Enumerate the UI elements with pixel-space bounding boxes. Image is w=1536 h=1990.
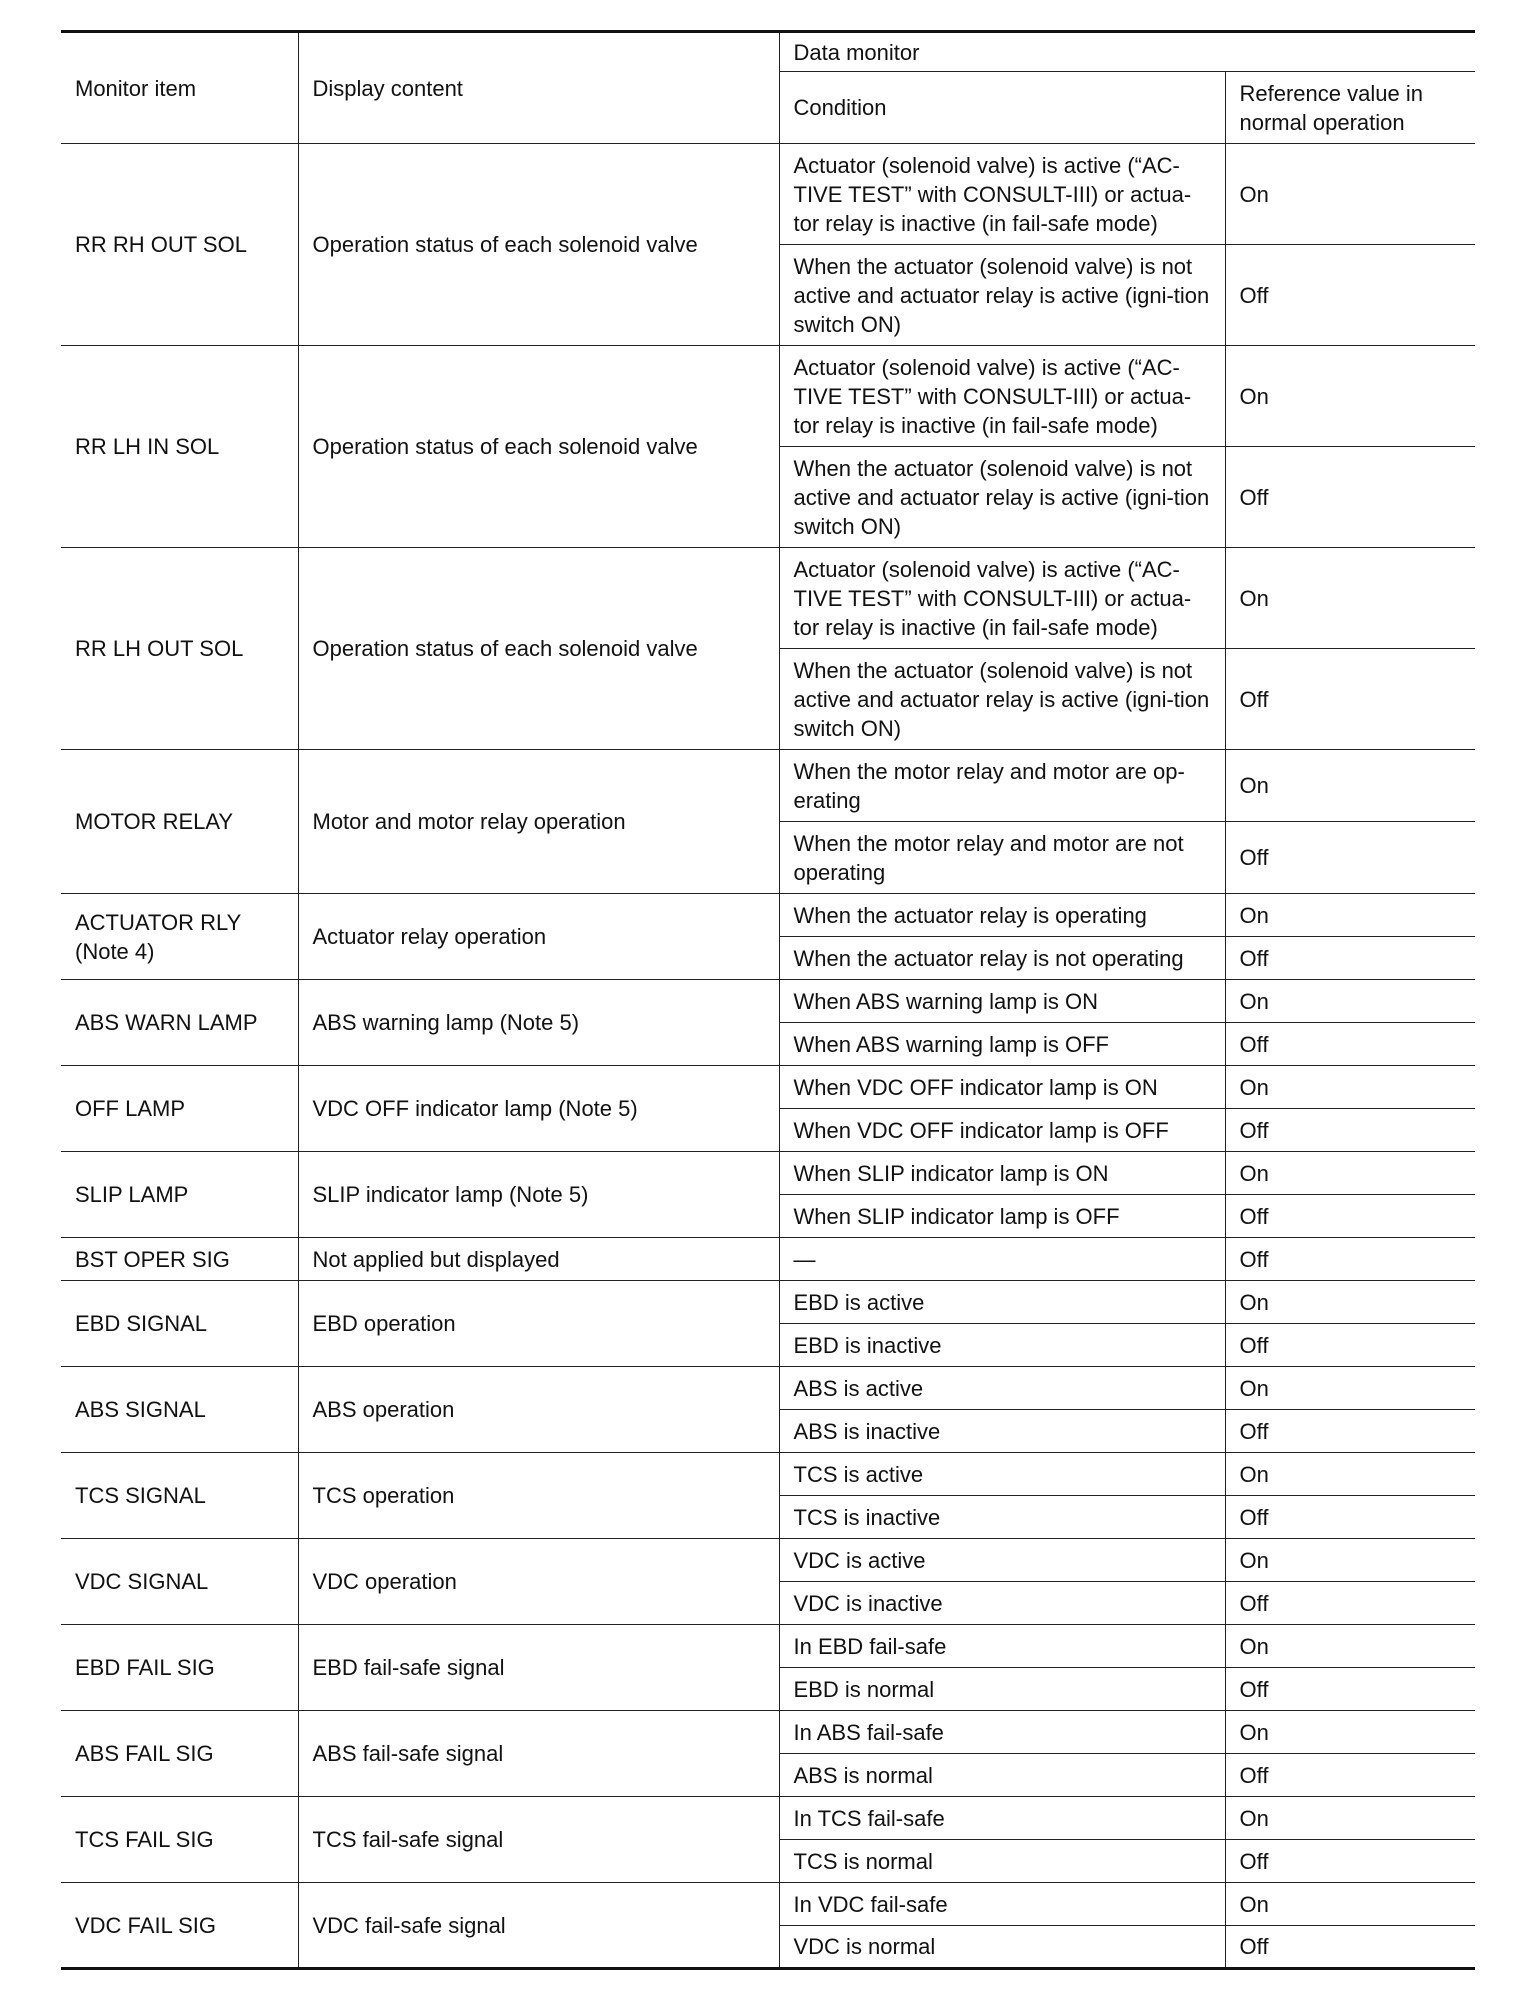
reference-value-cell: On	[1225, 894, 1475, 937]
monitor-item-cell: VDC FAIL SIG	[61, 1883, 298, 1969]
condition-cell: When the actuator relay is operating	[779, 894, 1225, 937]
monitor-item-cell: ACTUATOR RLY (Note 4)	[61, 894, 298, 980]
condition-cell: When the actuator (solenoid valve) is not active and actuator relay is active (igni-tion switch ON)	[779, 447, 1225, 548]
reference-value-cell: On	[1225, 1797, 1475, 1840]
condition-cell: In VDC fail-safe	[779, 1883, 1225, 1926]
condition-cell: EBD is inactive	[779, 1324, 1225, 1367]
header-reference-value: Reference value in normal operation	[1225, 72, 1475, 144]
table-header	[61, 32, 1475, 144]
display-content-cell: Not applied but displayed	[298, 1238, 779, 1281]
reference-value-cell: Off	[1225, 1109, 1475, 1152]
table-row	[61, 1453, 1475, 1496]
monitor-item-cell: EBD FAIL SIG	[61, 1625, 298, 1711]
table-row	[61, 1066, 1475, 1109]
header-display-content: Display content	[298, 32, 779, 144]
condition-cell: Actuator (solenoid valve) is active (“AC-TIVE TEST” with CONSULT-III) or actua-tor relay is inactive (in fail-safe mode)	[779, 144, 1225, 245]
reference-value-cell: On	[1225, 1883, 1475, 1926]
display-content-cell: ABS operation	[298, 1367, 779, 1453]
display-content-cell: Operation status of each solenoid valve	[298, 346, 779, 548]
monitor-item-cell: MOTOR RELAY	[61, 750, 298, 894]
reference-value-cell: Off	[1225, 649, 1475, 750]
monitor-item-cell: RR LH IN SOL	[61, 346, 298, 548]
monitor-item-cell: BST OPER SIG	[61, 1238, 298, 1281]
table-row	[61, 1625, 1475, 1668]
monitor-item-cell: ABS SIGNAL	[61, 1367, 298, 1453]
header-data-monitor: Data monitor	[779, 32, 1475, 72]
reference-value-cell: On	[1225, 548, 1475, 649]
display-content-cell: TCS operation	[298, 1453, 779, 1539]
condition-cell: ABS is active	[779, 1367, 1225, 1410]
display-content-cell: ABS warning lamp (Note 5)	[298, 980, 779, 1066]
table-row	[61, 980, 1475, 1023]
condition-cell: When the actuator (solenoid valve) is not active and actuator relay is active (igni-tion switch ON)	[779, 245, 1225, 346]
display-content-cell: VDC OFF indicator lamp (Note 5)	[298, 1066, 779, 1152]
monitor-item-cell: VDC SIGNAL	[61, 1539, 298, 1625]
table-row	[61, 1539, 1475, 1582]
display-content-cell: Operation status of each solenoid valve	[298, 548, 779, 750]
condition-cell: When the actuator relay is not operating	[779, 937, 1225, 980]
table-body	[61, 144, 1475, 1969]
reference-value-cell: On	[1225, 1453, 1475, 1496]
condition-cell: When the motor relay and motor are not operating	[779, 822, 1225, 894]
monitor-item-cell: ABS WARN LAMP	[61, 980, 298, 1066]
monitor-item-cell: RR LH OUT SOL	[61, 548, 298, 750]
reference-value-cell: Off	[1225, 1238, 1475, 1281]
monitor-item-cell: TCS SIGNAL	[61, 1453, 298, 1539]
condition-cell: When SLIP indicator lamp is ON	[779, 1152, 1225, 1195]
reference-value-cell: Off	[1225, 447, 1475, 548]
condition-cell: In TCS fail-safe	[779, 1797, 1225, 1840]
display-content-cell: Operation status of each solenoid valve	[298, 144, 779, 346]
reference-value-cell: Off	[1225, 1668, 1475, 1711]
condition-cell: TCS is normal	[779, 1840, 1225, 1883]
display-content-cell: EBD operation	[298, 1281, 779, 1367]
condition-cell: VDC is active	[779, 1539, 1225, 1582]
table-row	[61, 346, 1475, 447]
reference-value-cell: On	[1225, 1711, 1475, 1754]
data-monitor-table	[61, 30, 1475, 1970]
reference-value-cell: Off	[1225, 1926, 1475, 1969]
monitor-item-cell: RR RH OUT SOL	[61, 144, 298, 346]
table-row	[61, 1883, 1475, 1926]
condition-cell: When ABS warning lamp is OFF	[779, 1023, 1225, 1066]
table-row	[61, 548, 1475, 649]
reference-value-cell: Off	[1225, 1410, 1475, 1453]
condition-cell: ABS is inactive	[779, 1410, 1225, 1453]
condition-cell: ABS is normal	[779, 1754, 1225, 1797]
condition-cell: When the actuator (solenoid valve) is not active and actuator relay is active (igni-tion switch ON)	[779, 649, 1225, 750]
condition-cell: TCS is active	[779, 1453, 1225, 1496]
display-content-cell: TCS fail-safe signal	[298, 1797, 779, 1883]
display-content-cell: VDC fail-safe signal	[298, 1883, 779, 1969]
condition-cell: When VDC OFF indicator lamp is ON	[779, 1066, 1225, 1109]
condition-cell: When VDC OFF indicator lamp is OFF	[779, 1109, 1225, 1152]
condition-cell: —	[779, 1238, 1225, 1281]
table-row	[61, 144, 1475, 245]
display-content-cell: EBD fail-safe signal	[298, 1625, 779, 1711]
table-row	[61, 1152, 1475, 1195]
reference-value-cell: On	[1225, 144, 1475, 245]
reference-value-cell: Off	[1225, 1023, 1475, 1066]
reference-value-cell: Off	[1225, 1324, 1475, 1367]
table-row	[61, 1711, 1475, 1754]
condition-cell: When SLIP indicator lamp is OFF	[779, 1195, 1225, 1238]
reference-value-cell: Off	[1225, 822, 1475, 894]
reference-value-cell: On	[1225, 980, 1475, 1023]
table-row	[61, 1238, 1475, 1281]
header-monitor-item: Monitor item	[61, 32, 298, 144]
reference-value-cell: On	[1225, 346, 1475, 447]
reference-value-cell: On	[1225, 1367, 1475, 1410]
display-content-cell: Actuator relay operation	[298, 894, 779, 980]
condition-cell: EBD is active	[779, 1281, 1225, 1324]
reference-value-cell: On	[1225, 1066, 1475, 1109]
condition-cell: When ABS warning lamp is ON	[779, 980, 1225, 1023]
display-content-cell: Motor and motor relay operation	[298, 750, 779, 894]
monitor-item-cell: SLIP LAMP	[61, 1152, 298, 1238]
reference-value-cell: Off	[1225, 1582, 1475, 1625]
monitor-item-cell: TCS FAIL SIG	[61, 1797, 298, 1883]
condition-cell: VDC is inactive	[779, 1582, 1225, 1625]
reference-value-cell: On	[1225, 1281, 1475, 1324]
table-row	[61, 1281, 1475, 1324]
condition-cell: TCS is inactive	[779, 1496, 1225, 1539]
table-row	[61, 894, 1475, 937]
monitor-item-cell: ABS FAIL SIG	[61, 1711, 298, 1797]
reference-value-cell: On	[1225, 1539, 1475, 1582]
reference-value-cell: On	[1225, 750, 1475, 822]
display-content-cell: ABS fail-safe signal	[298, 1711, 779, 1797]
reference-value-cell: Off	[1225, 1840, 1475, 1883]
condition-cell: In EBD fail-safe	[779, 1625, 1225, 1668]
reference-value-cell: Off	[1225, 1496, 1475, 1539]
condition-cell: VDC is normal	[779, 1926, 1225, 1969]
reference-value-cell: On	[1225, 1625, 1475, 1668]
condition-cell: In ABS fail-safe	[779, 1711, 1225, 1754]
display-content-cell: VDC operation	[298, 1539, 779, 1625]
reference-value-cell: Off	[1225, 245, 1475, 346]
condition-cell: When the motor relay and motor are op-erating	[779, 750, 1225, 822]
table-row	[61, 1367, 1475, 1410]
condition-cell: Actuator (solenoid valve) is active (“AC-TIVE TEST” with CONSULT-III) or actua-tor relay is inactive (in fail-safe mode)	[779, 548, 1225, 649]
reference-value-cell: Off	[1225, 1195, 1475, 1238]
table-row	[61, 1797, 1475, 1840]
condition-cell: Actuator (solenoid valve) is active (“AC-TIVE TEST” with CONSULT-III) or actua-tor relay is inactive (in fail-safe mode)	[779, 346, 1225, 447]
header-condition: Condition	[779, 72, 1225, 144]
table-row	[61, 750, 1475, 822]
display-content-cell: SLIP indicator lamp (Note 5)	[298, 1152, 779, 1238]
monitor-item-cell: EBD SIGNAL	[61, 1281, 298, 1367]
reference-value-cell: Off	[1225, 1754, 1475, 1797]
condition-cell: EBD is normal	[779, 1668, 1225, 1711]
reference-value-cell: On	[1225, 1152, 1475, 1195]
reference-value-cell: Off	[1225, 937, 1475, 980]
monitor-item-cell: OFF LAMP	[61, 1066, 298, 1152]
